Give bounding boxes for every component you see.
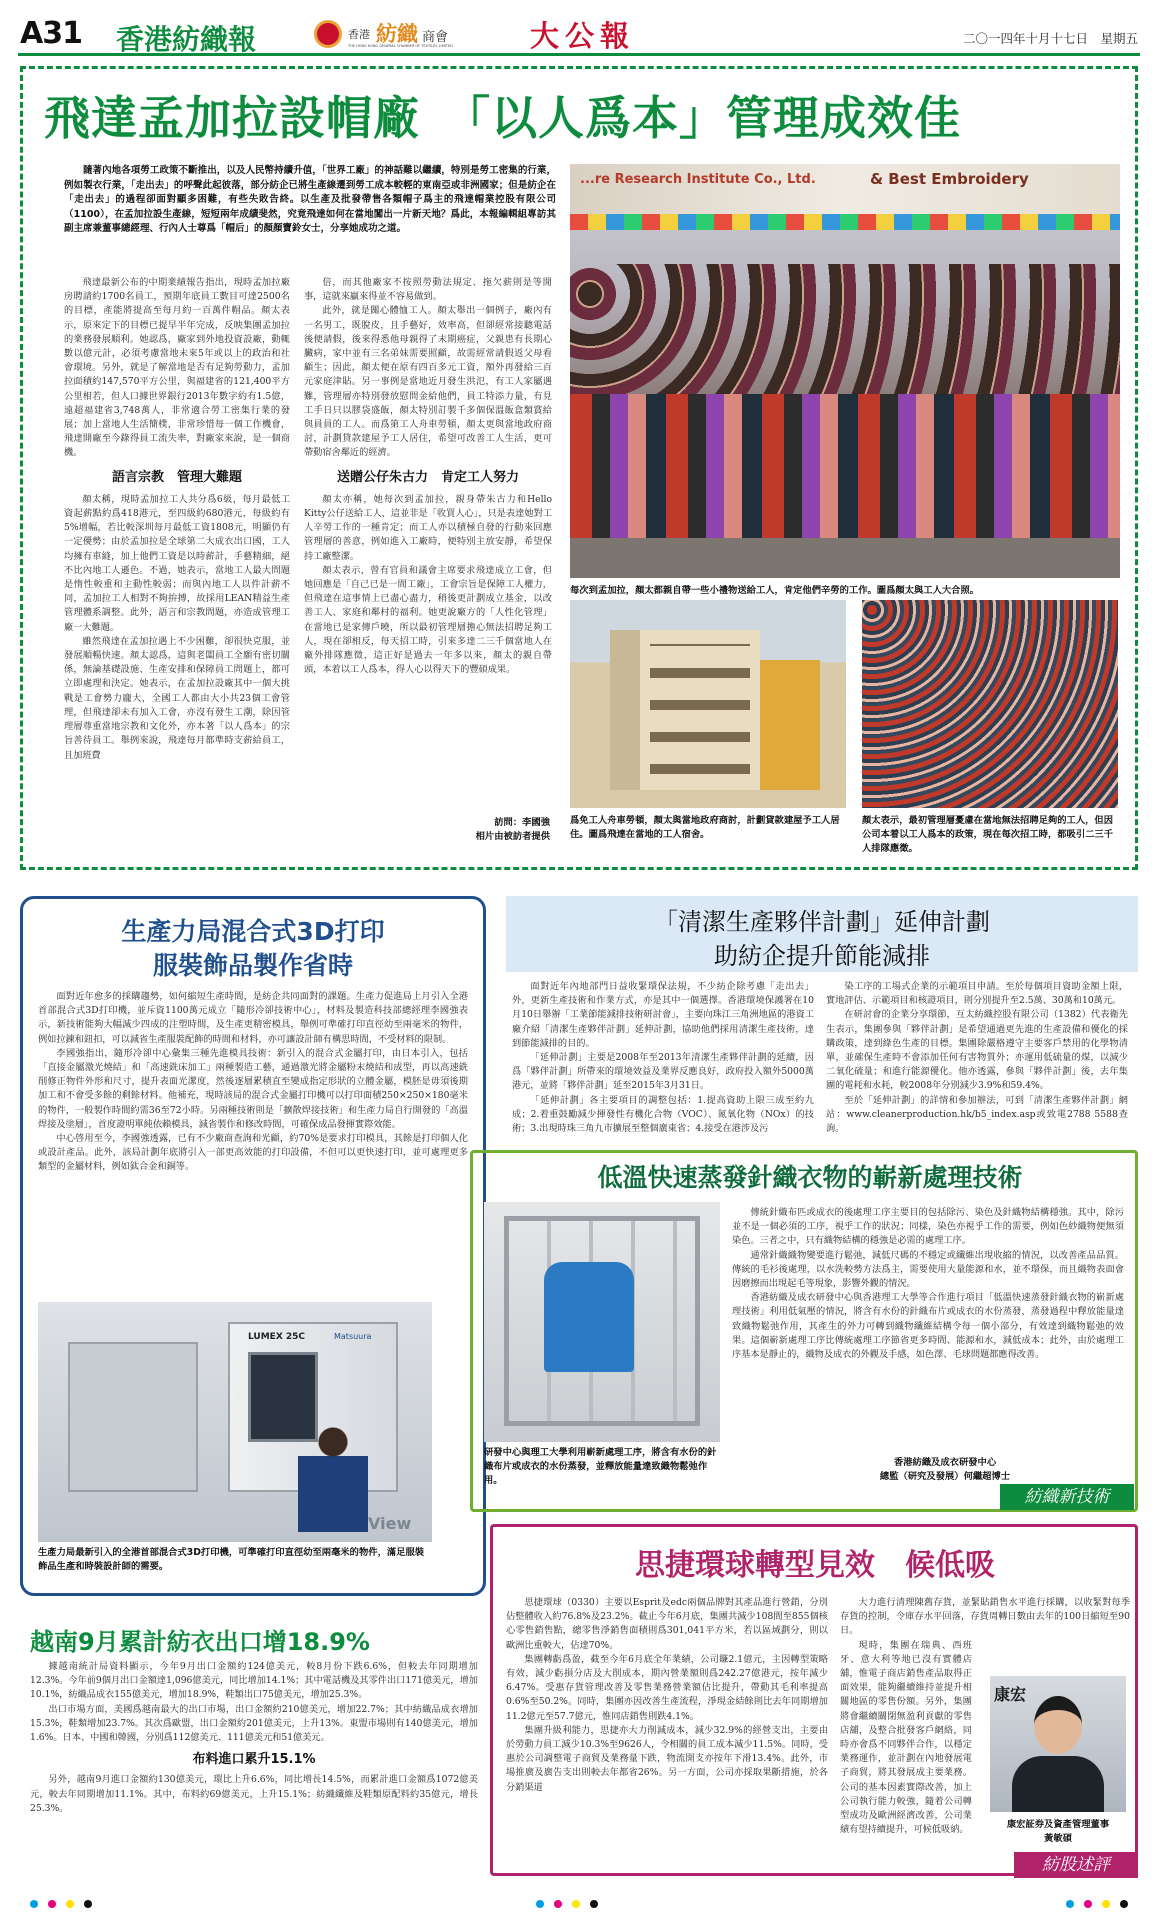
- page-number: A31: [20, 16, 82, 51]
- lead-subhead-2: 送贈公仔朱古力 肯定工人努力: [336, 469, 519, 485]
- tech-credit-person: 總監（研究及發展）何繼超博士: [879, 1471, 1011, 1482]
- print-marks-left: [30, 1900, 92, 1908]
- vietnam-paragraph: 據越南統計局資料顯示，今年9月出口金額約124億美元，較8月份下跌6.6%，但較去年同期增加12.3%。今年前9個月出口金額達1,096億美元，同比增加14.1%；其中電話機及其零件出口171億美元，增加10.1%，紡織品成衣155億美元，增加18.9%，鞋類出口75億美元，增加25.3%。: [30, 1661, 478, 1701]
- view-watermark: View: [368, 1514, 412, 1533]
- credit-photo: 相片由被訪者提供: [475, 831, 550, 842]
- 3d-printer-photo: [38, 1302, 432, 1542]
- tech-caption: 研發中心與理工大學利用嶄新處理工序，將含有水份的針織布片或成衣的水份蒸發，並釋放能量達致織物鬆弛作用。: [484, 1447, 717, 1486]
- 3d-caption: 生產力局最新引入的全港首部混合式3D打印機，可準確打印直徑幼至兩毫米的物件，滿足服裝飾品生產和時裝設計師的需要。: [38, 1547, 425, 1572]
- chamber-name-small: 香港: [348, 28, 370, 41]
- lead-credit: [360, 816, 550, 844]
- chamber-emblem-icon: [314, 20, 342, 48]
- page-header: [18, 14, 1140, 56]
- clean-column-2: [826, 980, 1128, 1146]
- lead-subhead-1: 語言宗教 管理大難題: [111, 469, 242, 485]
- photo-banner-text: ...re Research Institute Co., Ltd.: [580, 172, 816, 187]
- vietnam-paragraph: 另外，越南9月進口金額約130億美元，環比上升6.6%，同比增長14.5%，而累計進口金額爲1072億美元，較去年同期增加11.1%。其中，布料約69億美元，上升15.1%；紡織纖維及鞋類原配料約35億元，增長25.3%。: [30, 1774, 478, 1814]
- cyan-mark: [1066, 1900, 1074, 1908]
- tech-tag: 紡織新技術: [1000, 1484, 1134, 1510]
- clean-paragraph: 染工序的工場式企業的示範項目申請。至於每個項目資助金額上限，實地評估、示範項目和核證項目，則分別提升至2.5萬、30萬和10萬元。: [826, 981, 1128, 1007]
- lead-main-caption: 每次到孟加拉，顏太都親自帶一些小禮物送給工人，肯定他們辛勞的工作。圖爲顏太與工人大合照。: [570, 585, 980, 596]
- esprit-tag: 紡股述評: [1014, 1852, 1138, 1878]
- vietnam-subhead: 布料進口累升15.1%: [192, 1752, 316, 1768]
- cyan-mark: [536, 1900, 544, 1908]
- magenta-mark: [48, 1900, 56, 1908]
- clean-paragraph: 在研討會的企業分享環節，互太紡織控股有限公司（1382）代表衛先生表示，集團參與「夥伴計劃」是希望通過更先進的生產設備和優化的採購政策，達到綠色生產的目標。集團除嚴格遵守主要客戶禁用的化學物清單，並確保生產時不會添加任何有害物質外；亦運用低硫量的煤，以減少二氧化硫量；和進行能源優化。他亦透露，參與「夥伴計劃」後，去年集團的電耗和水耗，較2008年分別減少3.9%和59.4%。: [826, 1009, 1128, 1092]
- columnist-name: 黃敏碩: [1044, 1833, 1072, 1844]
- columnist-title: 康宏証券及資產管理董事: [1006, 1819, 1110, 1830]
- black-mark: [1120, 1900, 1128, 1908]
- tech-garment: [544, 1262, 634, 1372]
- 3d-title-line-2: 服裝飾品製作省時: [152, 951, 353, 980]
- photo-banner-text-2: & Best Embroidery: [870, 170, 1029, 188]
- tech-body: [732, 1206, 1124, 1442]
- cyan-mark: [30, 1900, 38, 1908]
- tech-paragraph: 香港紡織及成衣研發中心與香港理工大學等合作進行項目「低溫快速蒸發針織衣物的嶄新處理技術」利用低氣壓的情況，將含有水份的針織布片或成衣的水份蒸發，蒸發過程中釋放能量達致織物鬆弛作用，其產生的外力可轉到織物纖維結構令每一個小部分，有效達到織物鬆弛的效果。這個嶄新處理工序比傳統處理工序節省更多時間、能源和水，減低成本；此外，由於處理工序基本是靜止的，織物及成衣的外觀及手感，如色澤、毛球問題都應得改善。: [732, 1292, 1124, 1361]
- yellow-mark: [1102, 1900, 1110, 1908]
- building-accent: [760, 660, 820, 790]
- clean-title-line-2: 助紡企提升節能減排: [714, 942, 930, 970]
- newspaper-logo: 大公報: [530, 19, 636, 53]
- lead-paragraph: 顏太亦稱，她每次到孟加拉，親身帶朱古力和Hello Kitty公仔送給工人，這並非是「收買人心」，只是表達她對工人辛勞工作的一種肯定；而工人亦以積極自發的行動來回應管理層的善意，例如進入工廠時，便特別主放安靜，希望保持工廠整潔。: [304, 493, 552, 562]
- lead-column-1: [64, 276, 290, 846]
- clean-paragraph: 「延伸計劃」各主要項目的調整包括：1.提高資助上限三成至約九成；2.着重鼓勵減少揮發性有機化合物（VOC）、氮氧化物（NOx）的技術；3.出現時珠三角九市擴展至整個廣東省；4.接受在港涉及污: [512, 1094, 814, 1135]
- vietnam-paragraph: 出口市場方面，美國爲越南最大的出口市場，出口金額約210億美元，增加22.7%；其中紡織品成衣增加15.3%，鞋類增加23.7%。其次爲歐盟，出口金額約201億美元，上升13%。東盟市場則有140億美元，增加1.6%。日本、中國和韓國，分別爲112億美元、111億美元和51億美元。: [30, 1703, 478, 1744]
- esprit-title: 思捷環球轉型見效 候低吸: [635, 1548, 995, 1583]
- magenta-mark: [554, 1900, 562, 1908]
- vietnam-title: 越南9月累計紡衣出口增18.9%: [30, 1628, 370, 1656]
- photo-crowd-back: [570, 264, 1120, 414]
- esprit-paragraph: 現時，集團在瑞典、西班牙、意大利等地已沒有實體店舖，惟電子商店銷售產品取得正面效果，能夠繼續維持並提升相關地區的零售份額。另外，集團將會繼續關閉無盈利貢獻的零售店舖，及整合批發客戶網絡，同時亦會爲不同夥伴合作，以穩定業務運作，並計劃在內地發展電子商貿，將其發展成主要業務。公司的基本因素實際改善，加上公司執行能力較強，隨着公司轉型成功及歐洲經濟改善，公司業績有望持續提升，可候低吸納。: [840, 1639, 972, 1836]
- lead-paragraph: 倍，而其他廠家不按照勞動法規定、拖欠薪則是等閒事，這就來贏來得並不容易做到。: [304, 277, 552, 303]
- operator-figure: [298, 1422, 368, 1532]
- lead-paragraph: 顏太稱，現時孟加拉工人共分爲6級，每月最低工資起薪點約爲418港元，至四級約680港元，每級約有5%增幅，若比較深圳每月最低工資1808元，明顯仍有一定優勢；由於孟加拉是全球第二大成衣出口國，工人均擁有車縫，加上他們工資是以時薪計，手藝精細，絕不比內地工人遜色。不過，她表示，當地工人最大問題是惰性較重和主動性較弱；而與內地工人以件計薪不同，孟加拉工人相對不夠拚搏，故採用LEAN精益生產管理體系調整。此外，語言和宗教問題，亦造成管理工廠一大難題。: [64, 493, 290, 633]
- issue-date: 二〇一四年十月十七日 星期五: [962, 31, 1138, 46]
- lead-intro: [64, 164, 556, 268]
- queue-caption: 顏太表示，最初管理層憂慮在當地無法招聘足夠的工人，但因公司本着以工人爲本的政策，現在每次招工時，都吸引二三千人排隊應徵。: [862, 815, 1114, 854]
- photo-bunting: [570, 214, 1120, 230]
- 3d-paragraph: 面對近年愈多的採購趨勢，如何縮短生產時間，是紡企共同面對的課題。生產力促進局上月引入全港首部混合式3D打印機，並斥資1100萬元成立「隨形冷卻技術中心」，材料及製造科技部總經理李國強表示，新技術能夠大幅減少四成的注塑時間，及生產更精密模具，舉例可準確打印直徑幼至兩毫米的物件，例如拉鍊和鈕扣，可以減省生產服裝配飾的時間和材料，亦可讓設計師有構思時間，不受材料的限制。: [38, 991, 468, 1045]
- columnist-photo: [990, 1676, 1126, 1812]
- esprit-paragraph: 大力進行清理陳舊存貨，並緊貼銷售水平進行採購，以收緊對每季存貨的控制，令庫存水平回落，存貨周轉日數由去年的100日縮短至90日。: [840, 1597, 1130, 1637]
- esprit-column-1: [506, 1596, 828, 1866]
- chamber-name-big: 紡織: [376, 21, 418, 46]
- esprit-paragraph: 集團轉虧爲盈，截至今年6月底全年業績，公司賺2.1億元，主因轉型策略有效，減少虧損分店及大削成本，期內營業額則爲242.27億港元，按年減少6.47%。受惠存貨管理改善及零售業務營業額佔比提升，帶動其毛利率提高0.6%至50.2%。同時，集團亦因改善生產流程，淨現金結餘則比去年同期增加11.2億元至57.7億元，惟同店銷售則跌4.1%。: [506, 1653, 828, 1722]
- esprit-paragraph: 集團升級利能力，思捷亦大力削減成本，減少32.9%的經營支出，主要由於勞動力員工減少10.3%至9626人，令相關的員工成本減少11.5%。同時，受惠於公司調整電子商貿及業務量下跌，物流開支亦按年下滑13.4%。此外，市場推廣及廣告支出則較去年都省26%。另一方面，公司亦採取果斷措施，於各分銷渠道: [506, 1724, 828, 1793]
- yellow-mark: [66, 1900, 74, 1908]
- credit-interviewer: 訪問：李國強: [494, 817, 550, 828]
- 3d-paragraph: 李國強指出，隨形冷卻中心彙集三種先進模具技術：新引入的混合式金屬打印，由日本引入，包括「直接金屬激光燒結」和「高速銑床加工」兩種製造工藝，通過激光將金屬粉末燒結和成型，再以高速銑削修正物件外形和尺寸，提升表面光潔度，然後逐層累積直至變成指定形狀的立體金屬，模胚是毋須後期加工和不會受多餘的剩餘材料。他補充，現時該局的混合式金屬打印機可以打印面積250×250×180毫米的物件，一般製作時間約需36至72小時。另兩種技術則是「擴散焊接技術」和生產力局自行開發的「高溫焊接及塗層」，首度證明單純依賴模具，減省製作和修改時間，可確保成品發揮實際效能。: [38, 1047, 468, 1130]
- lead-paragraph: 顏太表示，曾有官員和議會主席要求飛達成立工會，但她回應是「自己已是一間工廠」，工會宗旨是保障工人權力，但飛達在這事情上已盡心盡力，稍後更計劃成立基金，以改善工人、家庭和鄰村的福利。她更說廠方的「人性化管理」在當地已是家傳戶曉，所以最初管理層擔心無法招聘足夠工人，現在卻相反，每天招工時，引來多達二三千個當地人在廠外排隊應徵，這正好是過去一年多以來，顏太的親自帶頭，本着以工人爲本，得人心以得天下的豐碩成果。: [304, 564, 552, 676]
- clean-paragraph: 面對近年內地部門日益收緊環保法規，不少紡企除考慮「走出去」外，更新生產技術和作業方式，亦是其中一個選擇。香港環境保護署在10月10日舉辦「工業節能減排技術研討會」，主要向珠江三角洲地區的港資工廠介紹「清潔生產夥伴計劃」延伸計劃，協助他們採用清潔生產技術，達到節能減排的目的。: [512, 981, 814, 1049]
- lead-headline: 飛達孟加拉設帽廠 「以人爲本」管理成效佳: [44, 91, 961, 145]
- columnist-suit: [1012, 1756, 1104, 1812]
- lead-paragraph: 此外，就是關心體恤工人。顏太舉出一個例子，廠內有一名男工，既脫皮，且手藝好，效率高，但卻經常接聽電話後便請假，後來得悉他母親得了末期癌症，父親患有長期心臟病，家中並有三名弟妹需要照顧，故需經常請假返父母看顧生；因此，顏太便在原有四百多元工資，額外再發給三百元家庭津貼。另一事例是當地近月發生洪氾，有工人家屬遇難，管理層亦特別發放慰問金給他們，員工特添力量，有見工手日只以膠袋盛飯，顏太特別訂製千多個保溫飯盒類賞給與員員的工人。而爲第工人舟車勞頓，顏太更與當地政府商討，計劃貸款建屋予工人居住，希望可改善工人生活，更可帶動宿舍鄰近的經濟。: [304, 305, 552, 459]
- columnist-head: [1034, 1696, 1082, 1754]
- lead-paragraph: 雖然飛達在孟加拉遇上不少困難，卻很快克服，並發展順暢快速。顏太認爲，這與老闆員工全願有密切關係，無論基礎設施、生產安排和保障員工問題上，都可立即處理和決定。她表示，在孟加拉設廠其中一個大挑戰是工會勢力龐大，全國工人都由大小共23個工會管理，但飛達卻未有加入工會，亦沒有發生工潮，除因管理層尊重當地宗教和文化外，亦本著「以人爲本」的宗旨善待員工。舉例來說，飛達每月都準時支薪給員工，且加班費: [64, 635, 290, 761]
- black-mark: [84, 1900, 92, 1908]
- lead-column-2: [304, 276, 552, 816]
- yellow-mark: [572, 1900, 580, 1908]
- lead-main-photo: [570, 164, 1120, 578]
- clean-title-line-1: 「清潔生產夥伴計劃」延伸計劃: [654, 908, 990, 936]
- 3d-title-line-1: 生產力局混合式3D打印: [121, 917, 385, 946]
- chamber-name-tail: 商會: [422, 30, 449, 45]
- chamber-logo: [314, 18, 484, 52]
- clean-column-1: [512, 980, 814, 1146]
- lead-intro-text: 隨著內地各項勞工政策不斷推出，以及人民幣持續升值，「世界工廠」的神話難以繼續，特別是勞工密集的行業，例如製衣行業，「走出去」的呼聲此起彼落，部分紡企已將生產線遷到勞工成本較輕的東南亞或非洲國家；但是紡企在「走出去」的過程卻面對顯多困難，有些失敗告終。以生產及批發帶售各類帽子爲主的飛達帽業控股有限公司（1100），在孟加拉設生產線，短短兩年成績斐然，究竟飛達如何在當地闖出一片新天地？爲此，本報編輯組專訪其副主席兼董事總經理、行內人士尊爲「帽后」的顏顏寶鈴女士，分享她成功之道。: [64, 165, 556, 234]
- tech-paragraph: 傳統針織布匹或成衣的後處理工序主要目的包括除污、染色及針織物結構穩強。其中，除污並不是一個必須的工序，視乎工作的狀況；同樣，染色亦視乎工作的需要，例如色紗織物便無須染色。三者之中，只有織物結構的穩強是必需的處理工序。: [732, 1207, 1124, 1247]
- printer-label: LUMEX 25C: [248, 1332, 306, 1342]
- job-queue-photo: [862, 600, 1118, 808]
- tech-paragraph: 通常針織織物變要進行鬆弛，減低尺碼的不穩定或纖維出現收縮的情況，以改善產品品質。傳統的毛衫後處理，以水洗較勢方法爲主，需要使用大量能源和水，並不環保，而且織物表面會因磨擦而出現起毛等現象，影響外觀的情況。: [732, 1249, 1124, 1290]
- print-marks-center: [536, 1900, 598, 1908]
- clean-paragraph: 至於「延伸計劃」的詳情和參加辦法，可到「清潔生產夥伴計劃」網站：www.cleanerproduction.hk/b5_index.asp或致電2788 5588查詢。: [826, 1094, 1128, 1135]
- 3d-paragraph: 中心啓用至今，李國強透露，已有不少廠商查詢和光顧，約70%是要求打印模具，其餘是打印個人化或設計產品。此外，該局計劃年底將引入一部更高效能的打印設備，不但可以更快速打印，並可處理更多類型的金屬材料，例如鈦合金和銅等。: [38, 1133, 468, 1173]
- tech-photo: [484, 1202, 720, 1442]
- side-machine: [68, 1342, 198, 1492]
- tech-title: 低溫快速蒸發針織衣物的嶄新處理技術: [597, 1163, 1023, 1192]
- dormitory-caption: 爲免工人舟車勞頓，顏太與當地政府商討，計劃貸款建屋予工人居住。圖爲飛達在當地的工人宿舍。: [570, 815, 840, 840]
- magenta-mark: [1084, 1900, 1092, 1908]
- tech-credit: [830, 1456, 1060, 1484]
- clean-paragraph: 「延伸計劃」主要是2008年至2013年清潔生產夥伴計劃的延續，因爲「夥伴計劃」所帶來的環境效益及業界反應良好，政府投入額外5000萬港元，並將「夥伴計劃」延至2015年3月31日。: [512, 1052, 814, 1092]
- print-marks-right: [1066, 1900, 1128, 1908]
- black-mark: [590, 1900, 598, 1908]
- chamber-name-en: THE HONG KONG GENERAL CHAMBER OF TEXTILES LIMITED: [348, 44, 453, 48]
- building-windows: [650, 644, 750, 774]
- columnist-logo: 康宏: [994, 1685, 1027, 1704]
- dormitory-photo: [570, 600, 846, 808]
- section-title: 香港紡織報: [116, 23, 257, 56]
- esprit-paragraph: 思捷環球（0330）主要以Esprit及edc兩個品牌對其產品進行營銷，分別佔整體收入約76.8%及23.2%。截止今年6月底，集團共減少108間至855個核心零售銷售點，總零售淨銷售面積則爲301,041平方米，若以區域劃分，則以歐洲比重較大，佔達70%。: [506, 1597, 828, 1651]
- vietnam-body: [30, 1660, 478, 1860]
- lead-paragraph: 飛達最新公布的中期業績報告指出，現時孟加拉廠房聘請約1700名員工，預期年底員工數目可達2500名的目標，產能將提高至每月約一百萬件帽品。顏太表示，原來定下的目標已提早半年完成，反映集團孟加拉的業務發展順利。她認爲，廠家到外地投資設廠，動輒數以億元計，必須考慮當地未來5年或以上的政治和社會環境。另外，就是了解當地是否有足夠勞動力，孟加拉面積約147,570平方公里，與福建省的121,400平方公里相若，但人口據世界銀行2013年數字約有1.5億，遠超福建省3,748萬人，非常適合勞工密集行業的發展；加上當地人生活簡樸，非常珍惜每一個工作機會，飛達開廠至今錄得員工流失率，對廠家來說，是一個商機。: [64, 277, 290, 459]
- columnist-caption: [990, 1818, 1126, 1846]
- photo-crowd-front: [570, 394, 1120, 578]
- 3d-body: [38, 990, 468, 1270]
- printer-brand: Matsuura: [334, 1332, 372, 1341]
- tech-credit-org: 香港紡織及成衣研發中心: [893, 1457, 997, 1468]
